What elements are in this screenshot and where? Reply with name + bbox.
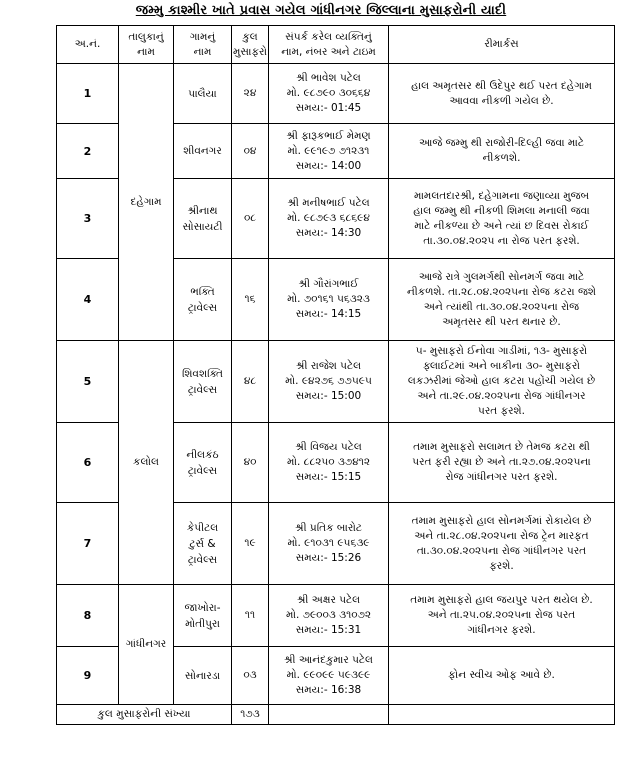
- remarks-line: માટે નીકળ્યા છે અને ત્યાં છ દિવસ રોકાઈ: [414, 219, 589, 232]
- remarks-line: ફ્લાઈટમાં અને બાકીના ૩૦- મુસાફરો: [423, 360, 580, 372]
- remarks-cell: [389, 585, 615, 647]
- contact-time: સમય:- 14:30: [295, 227, 362, 239]
- contact-cell: [269, 259, 389, 341]
- remarks-line: હાલ જમ્મુ થી નીકળી શિમલા મનાલી જવા: [413, 204, 590, 217]
- empty-cell: [389, 705, 615, 725]
- contact-name: શ્રી અક્ષર પટેલ: [296, 594, 361, 606]
- contact-time: સમય:- 15:15: [295, 471, 362, 483]
- contact-name: શ્રી રાજેશ પટેલ: [295, 360, 362, 372]
- passenger-table: [56, 25, 615, 725]
- passenger-count: ૨૪: [232, 64, 269, 124]
- remarks-cell: [389, 64, 615, 124]
- village-line: ટ્રાવેલ્સ: [187, 301, 218, 314]
- remarks-cell: [389, 647, 615, 705]
- contact-cell: [269, 124, 389, 179]
- remarks-line: પરત ફરી રહ્યા છે અને તા.૨૭.૦૪.૨૦૨૫ના: [412, 456, 591, 468]
- passenger-count: ૪૦: [232, 423, 269, 503]
- contact-time: સમય:- 01:45: [295, 102, 362, 114]
- header-village: ગામનું નામ: [174, 26, 232, 64]
- contact-time: સમય:- 16:38: [295, 684, 362, 696]
- document-title: જમ્મુ કાશ્મીર ખાતે પ્રવાસ ગયેલ ગાંધીનગર જિલ્લાના મુસાફરોની યાદી: [135, 3, 507, 18]
- passenger-count: ૦૮: [232, 179, 269, 259]
- passenger-count: ૧૬: [232, 259, 269, 341]
- village-line: શીવનગર: [183, 145, 222, 157]
- passenger-count: ૪૮: [232, 341, 269, 423]
- remarks-line: રોજ ગાંધીનગર પરત ફરશે.: [445, 471, 558, 483]
- remarks-line: પરત ફરશે.: [478, 405, 525, 417]
- contact-name: શ્રી પ્રતિક બારોટ: [295, 522, 362, 534]
- remarks-line: નીકળશે. તા.૨૮.૦૪.૨૦૨૫ના રોજ કટરા જશે: [406, 285, 596, 298]
- contact-name: શ્રી ગૌરાંગભાઈ: [298, 278, 359, 290]
- contact-name: શ્રી ફારૂકભાઈ મેમણ: [286, 129, 371, 142]
- contact-time: સમય:- 14:15: [295, 308, 362, 320]
- village-line: ટ્રાવેલ્સ: [187, 464, 218, 477]
- village-cell: [174, 124, 232, 179]
- village-cell: [174, 503, 232, 585]
- remarks-line: તા.૩૦.૦૪.૨૦૨૫ ના રોજ પરત ફરશે.: [423, 234, 580, 247]
- village-cell: [174, 259, 232, 341]
- remarks-line: હાલ અમૃતસર થી ઉદેપુર થઈ પરત દહેગામ: [411, 79, 592, 92]
- remarks-line: તા.૩૦.૦૪.૨૦૨૫ના રોજ ગાંધીનગર પરત: [416, 544, 587, 557]
- remarks-line: તમામ મુસાફરો હાલ સોનમર્ગમાં રોકાયેલ છે: [411, 514, 592, 527]
- taluka-cell: દહેગામ: [119, 64, 174, 341]
- remarks-line: ગાંધીનગર ફરશે.: [467, 624, 536, 636]
- header-row: [57, 26, 615, 64]
- village-line: પાલૈયા: [188, 87, 217, 100]
- serial-number: 5: [57, 341, 119, 423]
- village-line: મોતીપુરા: [185, 617, 220, 630]
- serial-number: 9: [57, 647, 119, 705]
- remarks-line: મામલતદારશ્રી, દહેગામના જણાવ્યા મુજબ: [413, 189, 590, 202]
- contact-phone: મો. ૮૮૨૫૦ ૩૭૪૧૨: [286, 456, 371, 468]
- remarks-line: અમૃતસર થી પરત થનાર છે.: [442, 315, 561, 328]
- village-line: ટ્રાવેલ્સ: [187, 383, 218, 396]
- empty-cell: [269, 705, 389, 725]
- remarks-line: નીકળશે.: [482, 152, 521, 164]
- contact-phone: મો. ૯૪૨૭૬ ૭૭૫૯૫: [285, 375, 372, 387]
- remarks-line: ફરશે.: [489, 559, 514, 572]
- header-remarks: રીમાર્કસ: [389, 26, 615, 64]
- header-contact: સંપર્ક કરેલ વ્યક્તિનું નામ, નંબર અને ટાઇમ: [269, 26, 389, 64]
- contact-cell: [269, 585, 389, 647]
- contact-phone: મો. ૯૮૭૯૩ ૬૮૬૯૪: [287, 212, 370, 224]
- remarks-line: આજે જમ્મુ થી રાજોરી-દિલ્હી જવા માટે: [419, 137, 584, 149]
- table-row: [57, 341, 615, 423]
- village-line: સોનારડા: [184, 669, 221, 682]
- serial-number: 7: [57, 503, 119, 585]
- contact-phone: મો. ૭૦૧૬૧ ૫૬૩૨૩: [287, 293, 370, 305]
- total-value: ૧૭૩: [232, 705, 269, 725]
- taluka-cell: ગાંધીનગર: [119, 585, 174, 705]
- table-row: [57, 585, 615, 647]
- passenger-count: ૧૯: [232, 503, 269, 585]
- remarks-line: ફોન સ્વીચ ઓફ આવે છે.: [448, 669, 555, 681]
- contact-phone: મો. ૯૧૦૩૧ ૯૫૬૩૯: [287, 537, 370, 549]
- village-cell: [174, 647, 232, 705]
- village-line: કેપીટલ: [186, 521, 219, 534]
- remarks-line: ૫- મુસાફરો ઈનોવા ગાડીમાં, ૧૩- મુસાફરો: [415, 345, 588, 357]
- contact-phone: મો. ૯૮૭૯૦ ૩૦૬૬૪: [286, 87, 371, 99]
- serial-number: 6: [57, 423, 119, 503]
- contact-cell: [269, 423, 389, 503]
- remarks-line: અને ત્યાંથી તા.૩૦.૦૪.૨૦૨૫ના રોજ: [423, 300, 580, 313]
- remarks-line: તમામ મુસાફરો સલામત છે તેમજ કટરા થી: [413, 441, 590, 453]
- village-line: ટ્રાવેલ્સ: [187, 553, 218, 566]
- header-taluka: તાલુકાનું નામ: [119, 26, 174, 64]
- total-row: [57, 705, 615, 725]
- remarks-cell: [389, 124, 615, 179]
- contact-cell: [269, 64, 389, 124]
- contact-time: સમય:- 15:26: [295, 552, 362, 564]
- contact-name: શ્રી મનીષભાઈ પટેલ: [287, 197, 370, 209]
- header-passengers: કુલ મુસાફરો: [232, 26, 269, 64]
- passenger-count: ૦૪: [232, 124, 269, 179]
- contact-cell: [269, 179, 389, 259]
- village-cell: [174, 179, 232, 259]
- contact-cell: [269, 647, 389, 705]
- contact-cell: [269, 341, 389, 423]
- table-row: [57, 64, 615, 124]
- remarks-line: આવવા નીકળી ગયેલ છે.: [449, 94, 554, 107]
- contact-phone: મો. ૯૯૧૯૭ ૭૧૨૩૧: [287, 144, 370, 157]
- village-line: ભક્તિ: [190, 285, 215, 298]
- serial-number: 1: [57, 64, 119, 124]
- remarks-line: અને તા.૨૫.૦૪.૨૦૨૫ના રોજ પરત: [427, 609, 576, 621]
- village-line: શિવશક્તિ: [181, 367, 224, 380]
- remarks-cell: [389, 423, 615, 503]
- remarks-line: અને તા.૨૯.૦૪.૨૦૨૫ના રોજ ગાંધીનગર: [417, 390, 586, 402]
- remarks-cell: [389, 179, 615, 259]
- village-line: શ્રીનાથ: [187, 204, 218, 217]
- contact-phone: મો. ૯૯૦૯૯ ૫૯૩૯૯: [286, 669, 371, 681]
- remarks-line: અને તા.૨૮.૦૪.૨૦૨૫ના રોજ ટ્રેન મારફત: [414, 529, 589, 542]
- taluka-cell: કલોલ: [119, 341, 174, 585]
- village-cell: [174, 341, 232, 423]
- passenger-count: ૧૧: [232, 585, 269, 647]
- contact-phone: મો. ૭૯૦૦૩ ૩૧૦૭૨: [285, 609, 372, 621]
- serial-number: 2: [57, 124, 119, 179]
- remarks-line: તમામ મુસાફરો હાલ જયપુર પરત થયેલ છે.: [410, 594, 593, 606]
- header-sr: અ.નં.: [57, 26, 119, 64]
- contact-time: સમય:- 15:00: [295, 390, 362, 402]
- village-cell: [174, 585, 232, 647]
- contact-time: સમય:- 14:00: [295, 159, 362, 172]
- remarks-line: લકઝરીમાં જેઓ હાલ કટરા પહોંચી ગયેલ છે: [407, 375, 596, 387]
- passenger-count: ૦૩: [232, 647, 269, 705]
- contact-time: સમય:- 15:31: [295, 624, 362, 636]
- village-line: સોસાયટી: [182, 220, 223, 233]
- contact-name: શ્રી વિજય પટેલ: [295, 441, 362, 453]
- serial-number: 4: [57, 259, 119, 341]
- village-cell: [174, 423, 232, 503]
- remarks-cell: [389, 341, 615, 423]
- remarks-cell: [389, 503, 615, 585]
- contact-name: શ્રી ભાવેશ પટેલ: [296, 72, 361, 84]
- village-line: ટુર્સ &: [189, 537, 216, 550]
- serial-number: 3: [57, 179, 119, 259]
- serial-number: 8: [57, 585, 119, 647]
- village-line: જાખોરા-: [184, 601, 221, 614]
- contact-cell: [269, 503, 389, 585]
- village-line: નીલકંઠ: [186, 448, 219, 461]
- remarks-cell: [389, 259, 615, 341]
- total-label: કુલ મુસાફરોની સંખ્યા: [57, 705, 232, 725]
- remarks-line: આજે રાત્રે ગુલમર્ગથી સોનમર્ગ જવા માટે: [418, 270, 585, 283]
- contact-name: શ્રી આનંદકુમાર પટેલ: [284, 654, 373, 666]
- village-cell: [174, 64, 232, 124]
